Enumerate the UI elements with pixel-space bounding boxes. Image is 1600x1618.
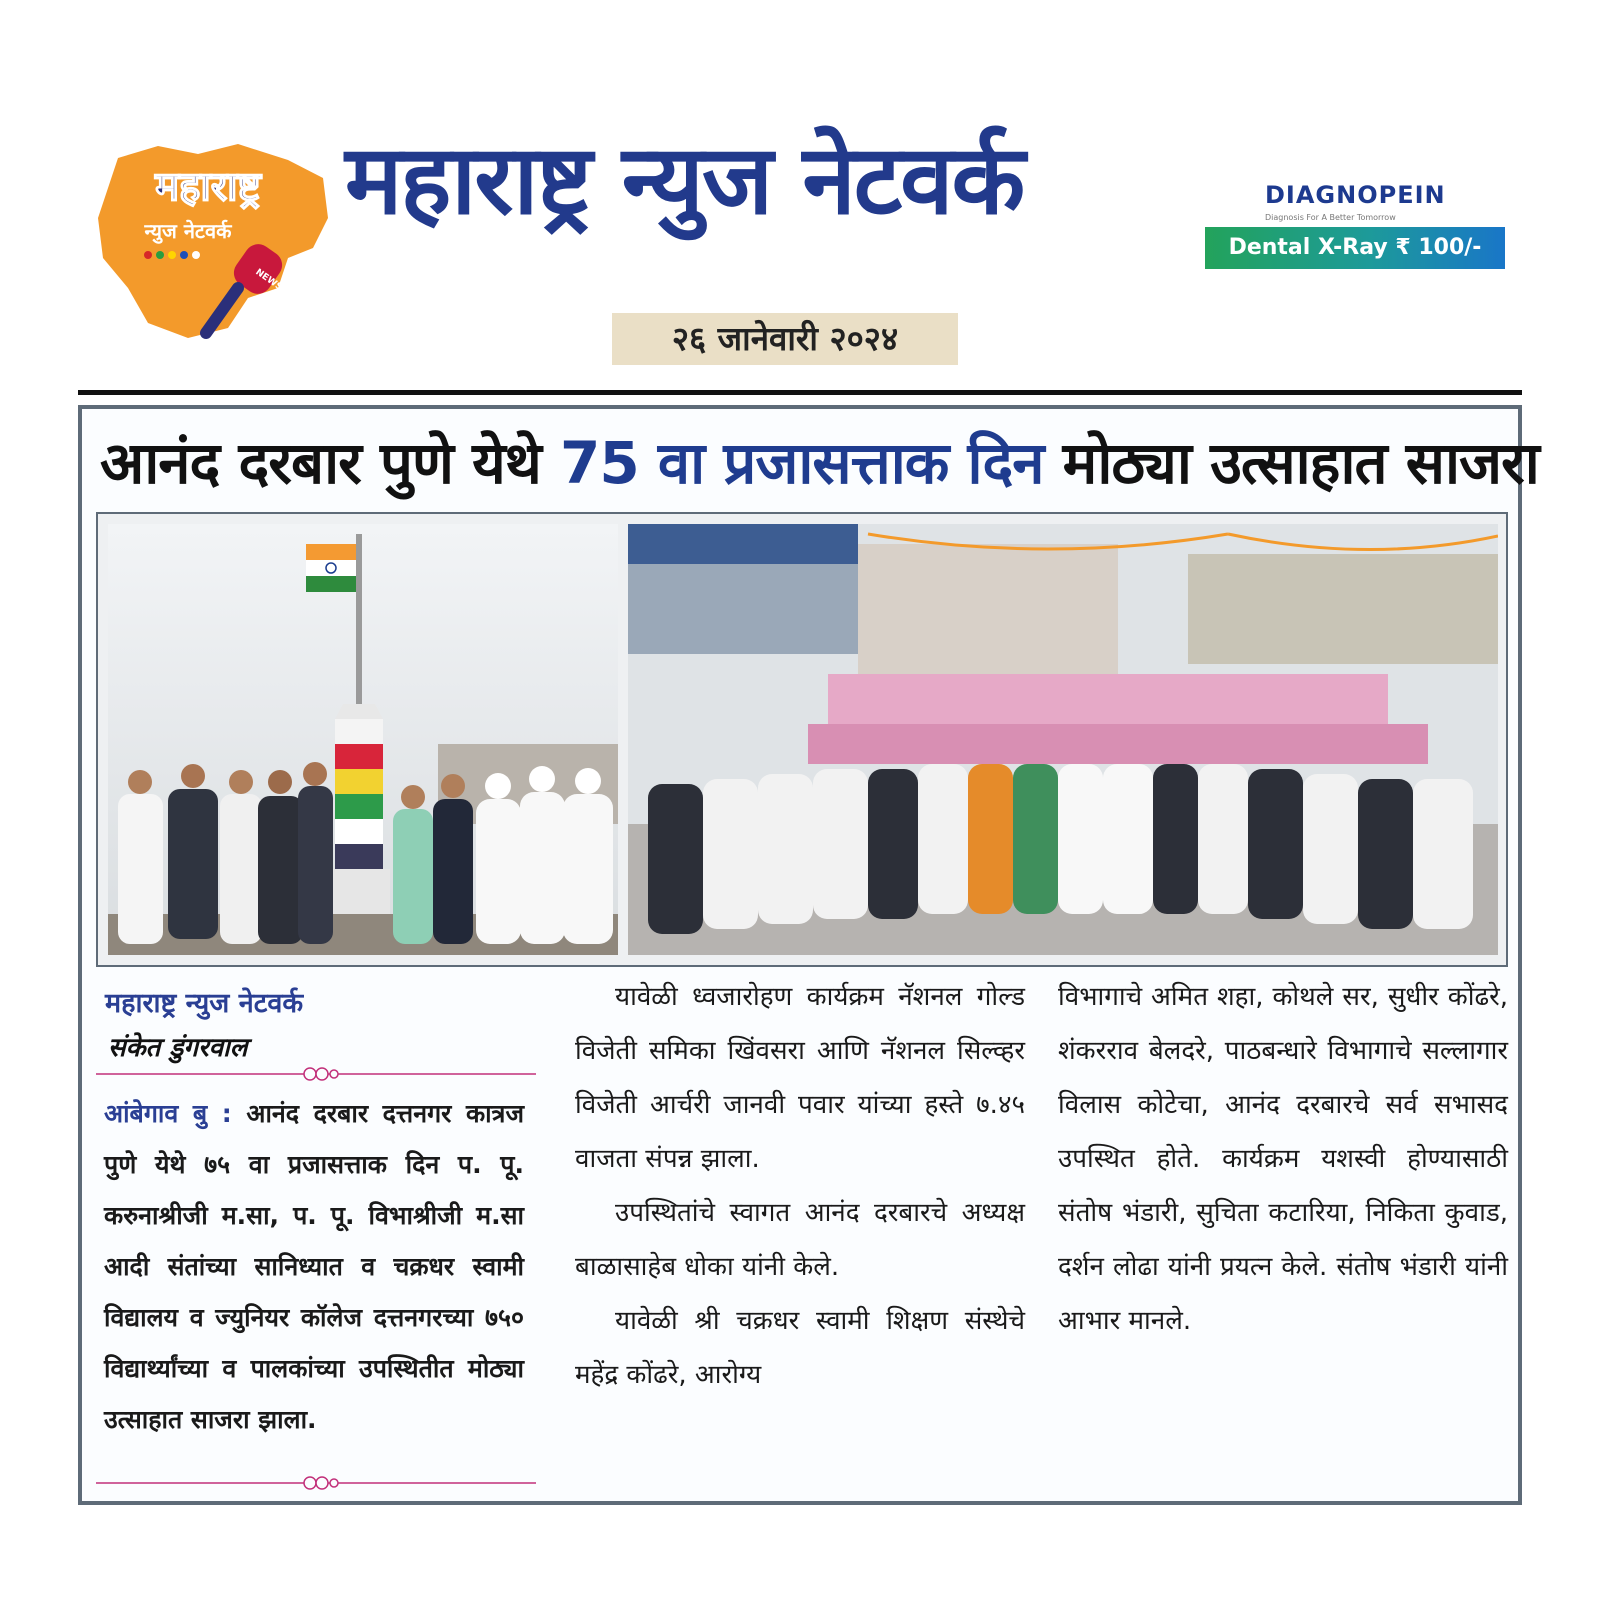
headline-part-2: मोठ्या उत्साहात साजरा bbox=[1043, 429, 1539, 497]
divider-ornament-bottom bbox=[96, 1472, 536, 1494]
edition-date: २६ जानेवारी २०२४ bbox=[612, 313, 958, 365]
byline-source: महाराष्ट्र न्युज नेटवर्क bbox=[105, 988, 304, 1019]
diagnopein-advertisement[interactable] bbox=[1205, 175, 1505, 275]
article-column-3 bbox=[1058, 970, 1508, 1348]
article-column-2 bbox=[575, 970, 1025, 1402]
masthead-title: महाराष्ट्र न्युज नेटवर्क bbox=[345, 124, 1024, 236]
masthead-divider bbox=[78, 390, 1522, 395]
column-2-paragraph-1: यावेळी ध्वजारोहण कार्यक्रम नॅशनल गोल्ड विजेती समिका खिंवसरा आणि नॅशनल सिल्व्हर विजेती आर्चरी जानवी पवार यांच्या हस्ते ७.४५ वाजता संपन्न झाला. bbox=[575, 982, 1025, 1174]
headline-part-1: आनंद दरबार पुणे येथे bbox=[100, 429, 560, 497]
headline-highlight: 75 वा प्रजासत्ताक दिन bbox=[560, 429, 1044, 497]
article-column-1 bbox=[104, 1088, 524, 1445]
column-2-paragraph-3: यावेळी श्री चक्रधर स्वामी शिक्षण संस्थेचे महेंद्र कोंढरे, आरोग्य bbox=[575, 1306, 1025, 1390]
flag-hoisting-photo bbox=[108, 524, 618, 955]
ad-tagline: Diagnosis For A Better Tomorrow bbox=[1265, 213, 1396, 222]
logo-network-text: न्युज नेटवर्क bbox=[144, 219, 232, 243]
ad-brand-name: DIAGNOPEIN bbox=[1265, 181, 1446, 209]
dateline: आंबेगाव बु : bbox=[104, 1099, 247, 1128]
column-2-paragraph-2: उपस्थितांचे स्वागत आनंद दरबारचे अध्यक्ष बाळासाहेब धोका यांनी केले. bbox=[575, 1198, 1025, 1282]
column-1-text: आनंद दरबार दत्तनगर कात्रज पुणे येथे ७५ वा प्रजासत्ताक दिन प. पू. करुनाश्रीजी म.सा, प. पू. विभाश्रीजी म.सा आदी संतांच्या सानिध्यात व चक्रधर स्वामी विद्यालय व ज्युनियर कॉलेज दत्तनगरच्या ७५० विद्यार्थ्यांच्या व पालकांच्या उपस्थितीत मोठ्या उत्साहात साजरा झाला. bbox=[104, 1099, 524, 1434]
indian-flag-icon bbox=[306, 544, 356, 592]
article-headline bbox=[100, 429, 1539, 497]
ad-offer: Dental X-Ray ₹ 100/- bbox=[1205, 227, 1505, 269]
divider-ornament-top bbox=[96, 1063, 536, 1085]
column-3-text: विभागाचे अमित शहा, कोथले सर, सुधीर कोंढरे, शंकरराव बेलदरे, पाठबन्धारे विभागाचे सल्लागार विलास कोटेचा, आनंद दरबारचे सर्व सभासद उपस्थित होते. कार्यक्रम यशस्वी होण्यासाठी संतोष भंडारी, सुचिता कटारिया, निकिता कुवाड, दर्शन लोढा यांनी प्रयत्न केले. संतोष भंडारी यांनी आभार मानले. bbox=[1058, 982, 1508, 1336]
byline-author: संकेत डुंगरवाल bbox=[108, 1033, 248, 1063]
crowd-pink-rows bbox=[808, 674, 1428, 764]
mic-news-label: NEWS bbox=[253, 267, 284, 293]
logo-state-name: महाराष्ट्र bbox=[155, 164, 261, 210]
group-photo bbox=[628, 524, 1498, 955]
maharashtra-map-logo bbox=[88, 138, 338, 348]
